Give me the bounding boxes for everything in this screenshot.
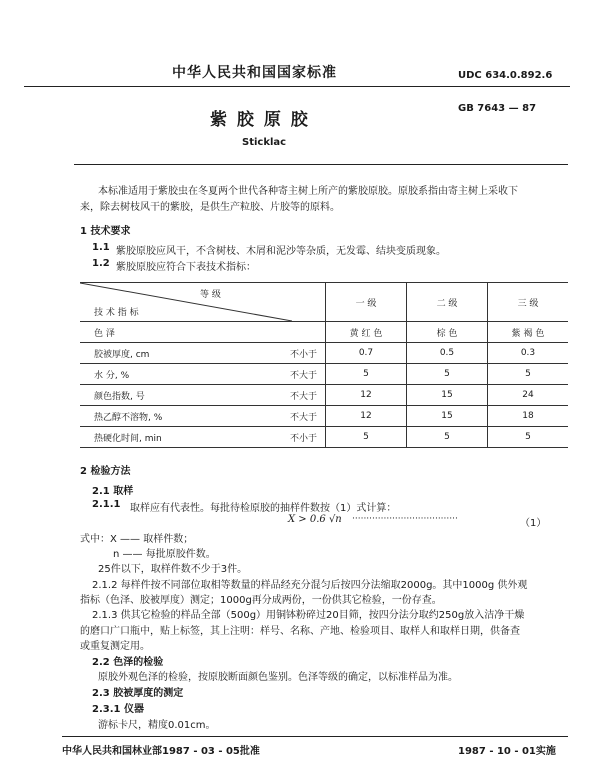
formula-dots: ····································· bbox=[352, 514, 458, 524]
clause-2-1-1: 取样应有代表性。每批待检原胶的抽样件数按（1）式计算： bbox=[130, 503, 397, 514]
table-row bbox=[80, 385, 568, 406]
header-diagonal-cell bbox=[80, 283, 326, 322]
cell: 5 bbox=[488, 364, 569, 385]
grade-1-header: 一 级 bbox=[326, 283, 407, 322]
row-cond: 不小于 bbox=[289, 349, 317, 360]
row-cond: 不大于 bbox=[289, 391, 317, 402]
cell: 5 bbox=[407, 427, 488, 448]
table-row bbox=[80, 406, 568, 427]
clause-2-1-3-line-2: 的磨口广口瓶中，贴上标签，其上注明：样号、名称、产地、检验项目、取样人和取样日期，供备查 bbox=[80, 626, 520, 637]
clause-1-1: 紫胶原胶应风干，不含树枝、木屑和泥沙等杂质，无发霉、结块变质现象。 bbox=[116, 246, 446, 257]
cell: 18 bbox=[488, 406, 569, 427]
clause-1-2-num: 1.2 bbox=[92, 258, 110, 269]
section-1-heading: 1 技术要求 bbox=[80, 226, 131, 237]
clause-2-1-2-line-2: 指标（色泽、胶被厚度）测定；1000g再分成两份，一份供其它检验，一份存查。 bbox=[80, 595, 442, 606]
table-row bbox=[80, 364, 568, 385]
table-row bbox=[80, 343, 568, 364]
clause-1-1-num: 1.1 bbox=[92, 242, 110, 253]
clause-2-1-3-line-1: 2.1.3 供其它检验的样品全部（500g）用铜钵粉碎过20目筛，按四分法分取约250g放入洁净干燥 bbox=[92, 610, 525, 621]
table-header-row bbox=[80, 283, 568, 322]
udc-code: UDC 634.0.892.6 bbox=[458, 70, 553, 81]
formula: X > 0.6 √n bbox=[288, 514, 342, 525]
spec-table bbox=[80, 282, 568, 448]
cell: 12 bbox=[326, 406, 407, 427]
gb-number: GB 7643 — 87 bbox=[458, 103, 537, 114]
cell: 紫 褐 色 bbox=[488, 322, 569, 343]
cell: 0.5 bbox=[407, 343, 488, 364]
table-row bbox=[80, 427, 568, 448]
where-n: n —— 每批原胶件数。 bbox=[113, 549, 216, 560]
row-name: 颜色指数, 号 bbox=[94, 391, 145, 402]
clause-2-3: 2.3 胶被厚度的测定 bbox=[92, 688, 184, 699]
where-x: 式中：X —— 取样件数； bbox=[80, 534, 194, 545]
clause-2-1-3-line-3: 或重复测定用。 bbox=[80, 641, 150, 652]
approval-date: 中华人民共和国林业部1987 - 03 - 05批准 bbox=[62, 746, 260, 757]
row-cond: 不大于 bbox=[289, 412, 317, 423]
clause-2-1-2-line-1: 2.1.2 每样件按不同部位取相等数量的样品经充分混匀后按四分法缩取2000g。其中1000g 供外观 bbox=[92, 580, 528, 591]
cell: 0.7 bbox=[326, 343, 407, 364]
cell: 12 bbox=[326, 385, 407, 406]
title-rule bbox=[74, 164, 568, 165]
row-cond: 不大于 bbox=[289, 370, 317, 381]
formula-number: （1） bbox=[520, 518, 547, 529]
doc-title: 紫 胶 原 胶 bbox=[210, 110, 310, 130]
cell: 15 bbox=[407, 385, 488, 406]
clause-2-3-1: 2.3.1 仪器 bbox=[92, 704, 144, 715]
cell: 5 bbox=[326, 364, 407, 385]
grade-2-header: 二 级 bbox=[407, 283, 488, 322]
standard-org: 中华人民共和国国家标准 bbox=[172, 65, 337, 81]
row-name: 胶被厚度, cm bbox=[94, 349, 150, 360]
english-title: Sticklac bbox=[242, 137, 287, 148]
cell: 棕 色 bbox=[407, 322, 488, 343]
cell: 15 bbox=[407, 406, 488, 427]
clause-2-2: 2.2 色泽的检验 bbox=[92, 657, 164, 668]
clause-2-1: 2.1 取样 bbox=[92, 486, 134, 497]
cell: 5 bbox=[488, 427, 569, 448]
footer-rule bbox=[62, 736, 568, 737]
cell: 24 bbox=[488, 385, 569, 406]
cell: 5 bbox=[407, 364, 488, 385]
row-name: 水 分, % bbox=[94, 370, 130, 381]
cell: 0.3 bbox=[488, 343, 569, 364]
cell: 5 bbox=[326, 427, 407, 448]
cell: 黄 红 色 bbox=[326, 322, 407, 343]
effective-date: 1987 - 10 - 01实施 bbox=[458, 746, 556, 757]
section-2-heading: 2 检验方法 bbox=[80, 466, 131, 477]
intro-line-2: 来，除去树枝风干的紫胶，是供生产粒胶、片胶等的原料。 bbox=[80, 202, 340, 213]
clause-1-2: 紫胶原胶应符合下表技术指标： bbox=[116, 262, 256, 273]
clause-2-2-text: 原胶外观色泽的检验，按原胶断面颜色鉴别。色泽等级的确定，以标准样品为准。 bbox=[98, 672, 458, 683]
clause-2-3-1-text: 游标卡尺，精度0.01cm。 bbox=[98, 720, 216, 731]
note-25: 25件以下，取样件数不少于3件。 bbox=[98, 564, 248, 575]
table-row bbox=[80, 322, 568, 343]
header-rule bbox=[24, 86, 570, 87]
header-index-label: 技 术 指 标 bbox=[94, 308, 139, 318]
header-grade-label: 等 级 bbox=[200, 290, 221, 300]
clause-2-1-1-num: 2.1.1 bbox=[92, 499, 121, 510]
row-name: 热硬化时间, min bbox=[94, 433, 162, 444]
row-cond: 不小于 bbox=[289, 433, 317, 444]
intro-line-1: 本标准适用于紫胶虫在冬夏两个世代各种寄主树上所产的紫胶原胶。原胶系指由寄主树上采收下 bbox=[98, 186, 518, 197]
row-name: 色 泽 bbox=[94, 328, 115, 339]
grade-3-header: 三 级 bbox=[488, 283, 569, 322]
row-name: 热乙醇不溶物, % bbox=[94, 412, 163, 423]
